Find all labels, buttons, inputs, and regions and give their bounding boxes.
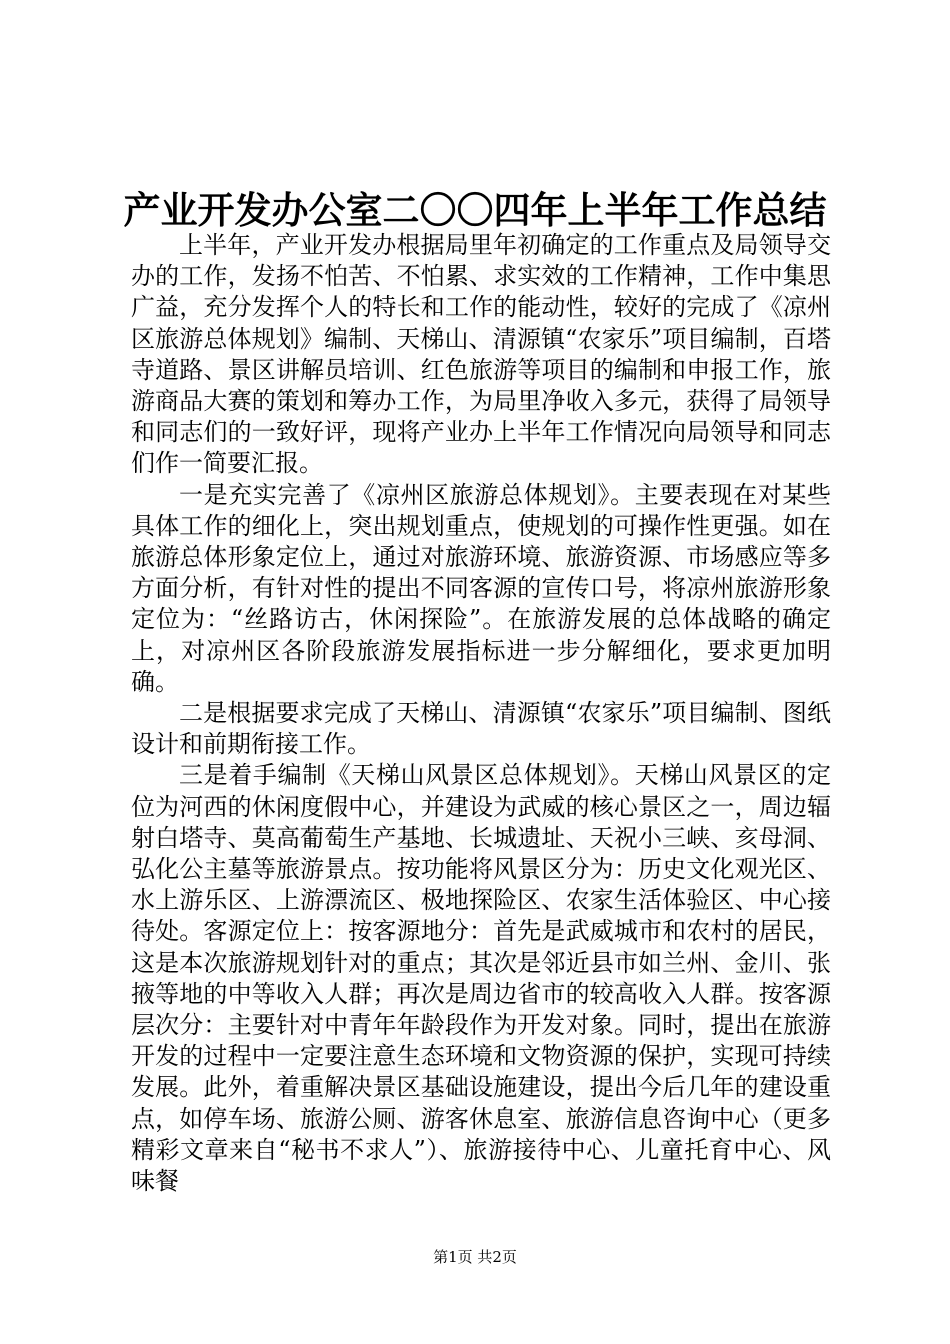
document-body <box>131 230 831 1197</box>
paragraph-item-1: 一是充实完善了《凉州区旅游总体规划》。主要表现在对某些具体工作的细化上，突出规划重点，使规划的可操作性更强。如在旅游总体形象定位上，通过对旅游环境、旅游资源、市场感应等多方面分析，有针对性的提出不同客源的宣传口号，将凉州旅游形象定位为：“丝路访古，休闲探险”。在旅游发展的总体战略的确定上，对凉州区各阶段旅游发展指标进一步分解细化，要求更加明确。 <box>131 480 831 696</box>
document-title: 产业开发办公室二〇〇四年上半年工作总结 <box>123 188 827 232</box>
paragraph-item-2: 二是根据要求完成了天梯山、清源镇“农家乐”项目编制、图纸设计和前期衔接工作。 <box>131 699 831 759</box>
paragraph-intro: 上半年，产业开发办根据局里年初确定的工作重点及局领导交办的工作，发扬不怕苦、不怕累、求实效的工作精神，工作中集思广益，充分发挥个人的特长和工作的能动性，较好的完成了《凉州区旅游总体规划》编制、天梯山、清源镇“农家乐”项目编制，百塔寺道路、景区讲解员培训、红色旅游等项目的编制和申报工作，旅游商品大赛的策划和筹办工作，为局里净收入多元，获得了局领导和同志们的一致好评，现将产业办上半年工作情况向局领导和同志们作一简要汇报。 <box>131 231 831 478</box>
paragraph-item-3: 三是着手编制《天梯山风景区总体规划》。天梯山风景区的定位为河西的休闲度假中心，并建设为武威的核心景区之一，周边辐射白塔寺、莫高葡萄生产基地、长城遗址、天祝小三峡、亥母洞、弘化公主墓等旅游景点。按功能将风景区分为：历史文化观光区、水上游乐区、上游漂流区、极地探险区、农家生活体验区、中心接待处。客源定位上：按客源地分：首先是武威城市和农村的居民，这是本次旅游规划针对的重点；其次是邻近县市如兰州、金川、张掖等地的中等收入人群；再次是周边省市的较高收入人群。按客源层次分：主要针对中青年年龄段作为开发对象。同时，提出在旅游开发的过程中一定要注意生态环境和文物资源的保护，实现可持续发展。此外，着重解决景区基础设施建设，提出今后几年的建设重点，如停车场、旅游公厕、游客休息室、旅游信息咨询中心（更多精彩文章来自“秘书不求人”）、旅游接待中心、儿童托育中心、风味餐 <box>131 761 831 1196</box>
page-footer: 第1页 共2页 <box>433 1248 517 1266</box>
